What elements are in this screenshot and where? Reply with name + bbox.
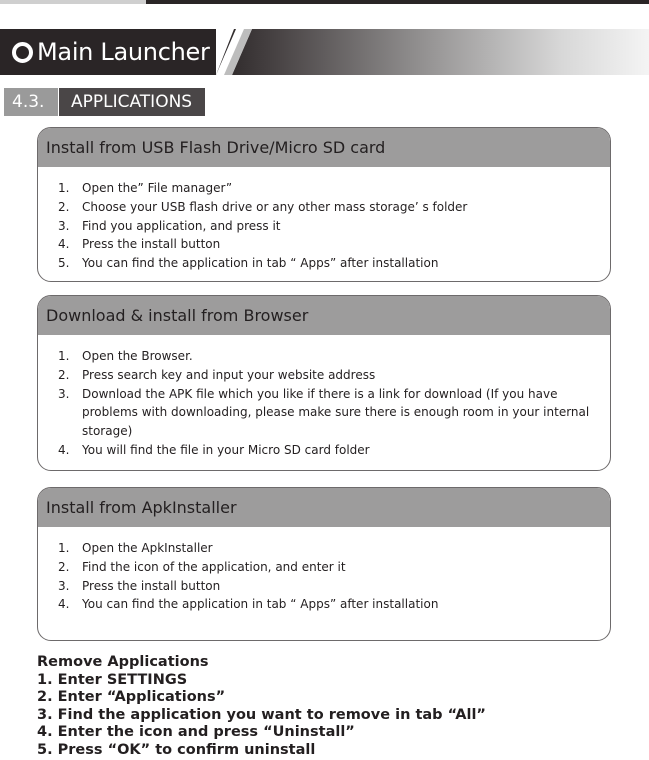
card-browser-install bbox=[37, 295, 611, 471]
card-title: Download & install from Browser bbox=[38, 296, 610, 335]
steps-list bbox=[38, 527, 610, 614]
steps-list bbox=[38, 335, 610, 460]
remove-step: 2. Enter “Applications” bbox=[37, 689, 226, 706]
remove-title: Remove Applications bbox=[37, 654, 209, 670]
list-item: 4. You will find the file in your Micro SD card folder bbox=[58, 442, 370, 457]
card-usb-install bbox=[37, 127, 611, 282]
top-rule-accent bbox=[0, 0, 146, 4]
list-item: 1. Open the” File manager” bbox=[58, 181, 233, 195]
section-title: APPLICATIONS bbox=[59, 88, 205, 116]
list-item: 3. Press the install button bbox=[58, 578, 221, 593]
remove-applications bbox=[37, 654, 486, 760]
circle-icon bbox=[12, 42, 33, 63]
list-item: 1. Open the ApkInstaller bbox=[58, 541, 213, 555]
header-banner bbox=[0, 29, 216, 75]
list-item: 2. Find the icon of the application, and enter it bbox=[58, 559, 346, 574]
list-item: 3. Find you application, and press it bbox=[58, 218, 281, 233]
list-item: 4. You can find the application in tab “ Apps” after installation bbox=[58, 597, 439, 612]
remove-step: 1. Enter SETTINGS bbox=[37, 671, 188, 688]
list-item: 3. Download the APK file which you like if there is a link for download (If you have problems with downloading, please make sure there is enough room in your internal storage) bbox=[58, 386, 590, 439]
list-item: 2. Press search key and input your website address bbox=[58, 367, 376, 382]
card-title: Install from ApkInstaller bbox=[38, 488, 610, 527]
card-title: Install from USB Flash Drive/Micro SD card bbox=[38, 128, 610, 167]
list-item: 4. Press the install button bbox=[58, 237, 221, 252]
remove-step: 5. Press “OK” to confirm uninstall bbox=[37, 741, 316, 758]
card-apkinstaller bbox=[37, 487, 611, 641]
remove-step: 4. Enter the icon and press “Uninstall” bbox=[37, 724, 355, 741]
steps-list bbox=[38, 167, 610, 273]
remove-step: 3. Find the application you want to remove in tab “All” bbox=[37, 706, 486, 723]
list-item: 5. You can find the application in tab “ Apps” after installation bbox=[58, 256, 439, 271]
list-item: 2. Choose your USB flash drive or any other mass storage’ s folder bbox=[58, 199, 468, 214]
page-title: Main Launcher bbox=[37, 38, 210, 66]
list-item: 1. Open the Browser. bbox=[58, 349, 193, 363]
header-gradient bbox=[216, 29, 649, 75]
section-number: 4.3. bbox=[4, 88, 58, 116]
